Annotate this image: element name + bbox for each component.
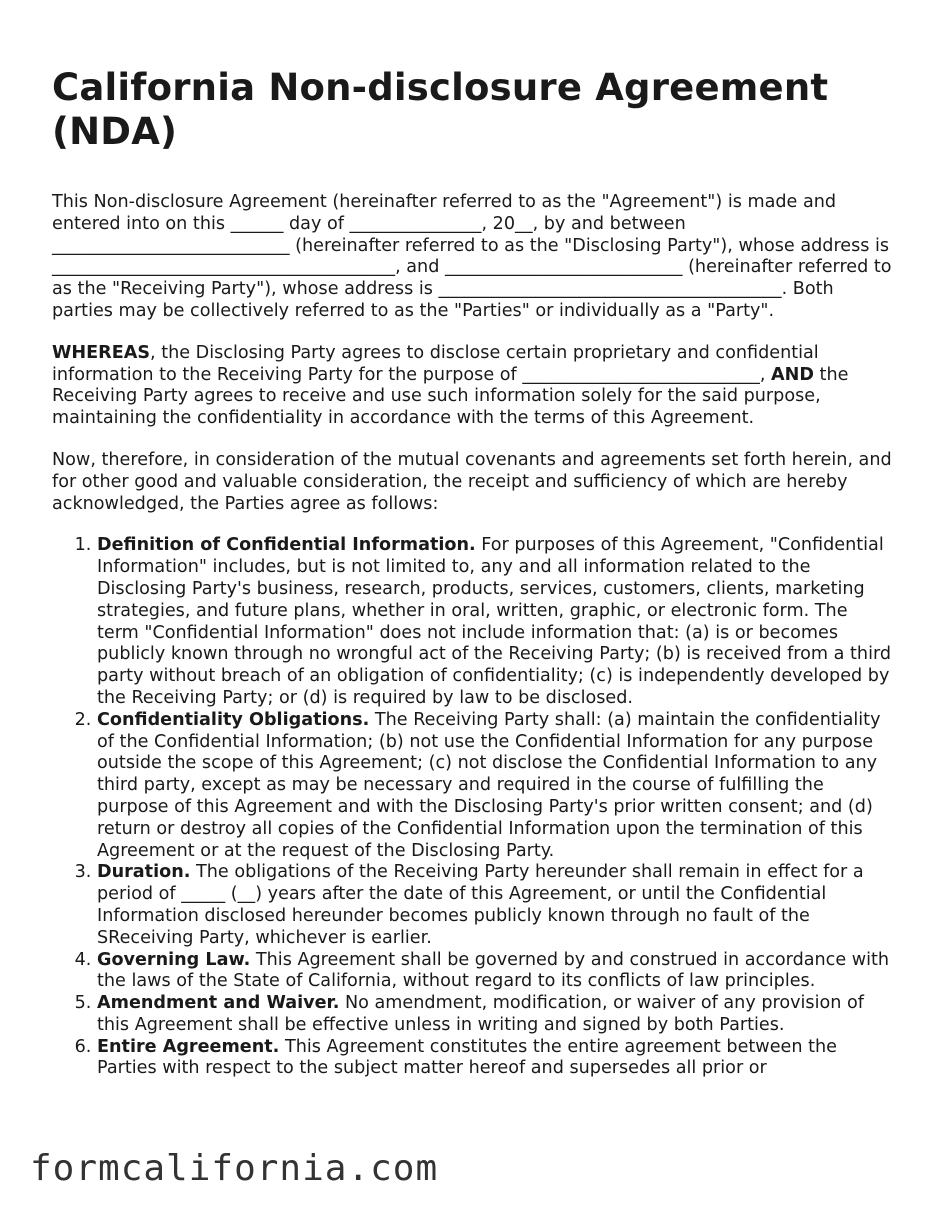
clause-text: No amendment, modification, or waiver of any provision of this Agreement shall be effective unless in writing and signed by both Parties.	[97, 993, 864, 1035]
clause-text: This Agreement constitutes the entire agreement between the Parties with respect to the subject matter hereof and supersedes all prior or	[97, 1036, 837, 1079]
whereas-text-2: the Receiving Party agrees to receive and use such information solely for the said purpose, maintaining the confidentiality in accordance with the terms of this Agreement.	[52, 364, 849, 429]
whereas-paragraph	[52, 343, 892, 430]
clause-heading: Definition of Confidential Information.	[97, 535, 476, 556]
whereas-lead: WHEREAS	[52, 342, 151, 363]
clause-heading: Governing Law.	[97, 949, 251, 970]
whereas-and: AND	[771, 364, 814, 385]
clause-text: For purposes of this Agreement, "Confidential Information" includes, but is not limited to, any and all information related to the Disclosing Party's business, research, products, services, customers, clients, marketing strategies, and future plans, whether in oral, written, graphic, or electronic form. The term "Confidential Information" does not include information that: (a) is or becomes publicly known through no wrongful act of the Receiving Party; (b) is received from a third party without breach of an obligation of confidentiality; (c) is independently developed by the Receiving Party; or (d) is required by law to be disclosed.	[97, 535, 892, 708]
now-therefore-paragraph: Now, therefore, in consideration of the mutual covenants and agreements set forth herein, and for other good and valuable consideration, the receipt and sufficiency of which are hereby acknowledged, the Parties agree as follows:	[52, 449, 892, 514]
document-title: California Non-disclosure Agreement (NDA)	[52, 66, 829, 153]
footer-watermark: formcalifornia.com	[30, 1148, 439, 1189]
clause-duration	[97, 862, 892, 949]
clause-entire-agreement	[97, 1037, 892, 1081]
clause-heading: Amendment and Waiver.	[97, 993, 340, 1014]
clause-heading: Entire Agreement.	[97, 1036, 280, 1057]
clause-text: The obligations of the Receiving Party hereunder shall remain in effect for a period of _____ (__) years after the date of this Agreement, or until the Confidential Information disclosed hereunder becomes publicly known through no fault of the SReceiving Party, whichever is earlier.	[97, 862, 864, 948]
clause-text: This Agreement shall be governed by and construed in accordance with the laws of the State of California, without regard to its conflicts of law principles.	[97, 949, 890, 992]
whereas-text-1: , the Disclosing Party agrees to disclose certain proprietary and confidential information to the Receiving Party for the purpose of ___________________________,	[52, 342, 819, 385]
clause-amendment-waiver	[97, 993, 892, 1037]
intro-paragraph: This Non-disclosure Agreement (hereinafter referred to as the "Agreement") is made and entered into on this ______ day of _______________, 20__, by and between ___________________________ (hereinafter referred to as the "Disclosing Party"), whose address is _______________________________________, and ___________________________ (hereinafter referred to as the "Receiving Party"), whose address is _______________________________________. Both parties may be collectively referred to as the "Parties" or individually as a "Party".	[52, 192, 892, 321]
clause-definition	[97, 535, 892, 709]
clause-governing-law	[97, 950, 892, 994]
clause-text: The Receiving Party shall: (a) maintain the confidentiality of the Confidential Information; (b) not use the Confidential Information for any purpose outside the scope of this Agreement; (c) not disclose the Confidential Information to any third party, except as may be necessary and required in the course of fulfilling the purpose of this Agreement and with the Disclosing Party's prior written consent; and (d) return or destroy all copies of the Confidential Information upon the termination of this Agreement or at the request of the Disclosing Party.	[97, 709, 881, 861]
clause-confidentiality-obligations	[97, 710, 892, 863]
clause-heading: Duration.	[97, 862, 191, 883]
clause-heading: Confidentiality Obligations.	[97, 709, 370, 730]
clause-list	[52, 535, 892, 1080]
document-page	[52, 66, 892, 1080]
